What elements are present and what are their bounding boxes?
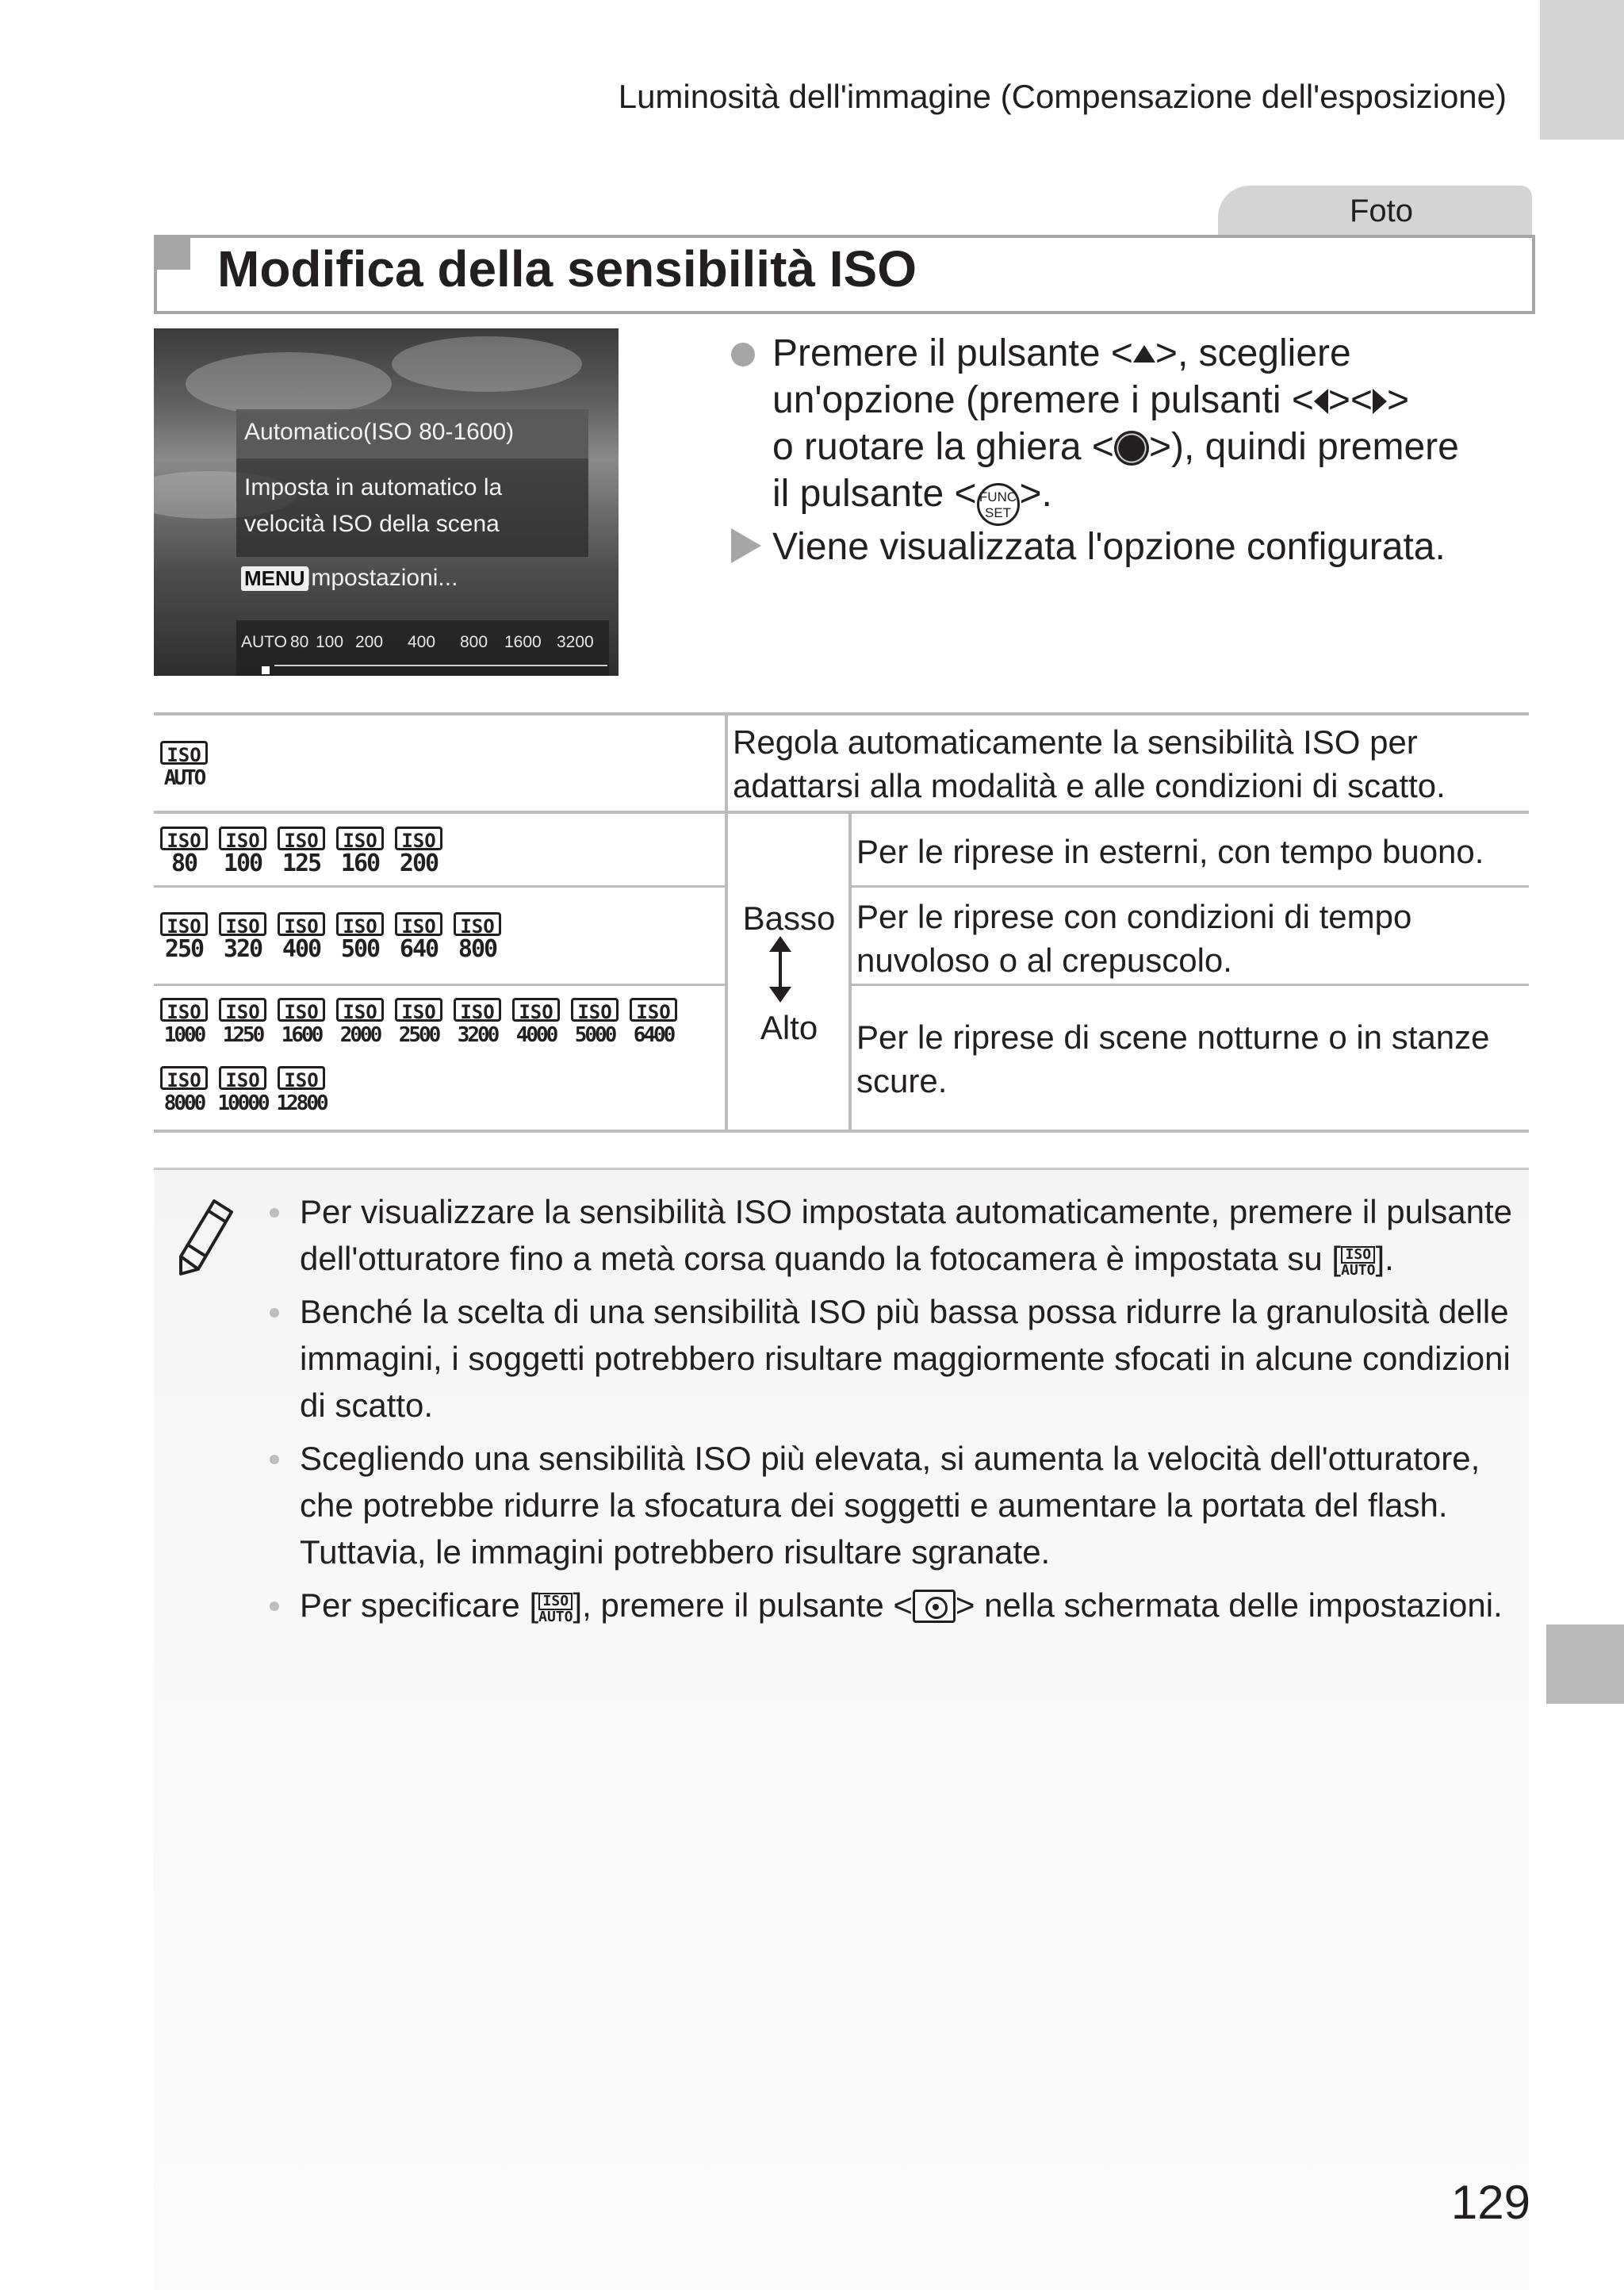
instr-text: >< — [1327, 379, 1373, 421]
menu-button-badge: MENU — [241, 566, 308, 591]
iso-icon: ISO 125 — [276, 827, 327, 877]
scale-label: 1600 — [504, 633, 542, 651]
note-text: Per specificare [ — [300, 1586, 539, 1624]
option-description-line1: Imposta in automatico la — [244, 474, 503, 501]
note-item — [262, 1582, 1530, 1628]
iso-icon: ISO 4000 — [511, 998, 561, 1049]
iso-icon: ISO 6400 — [628, 998, 679, 1049]
option-description-line2: velocità ISO della scena — [244, 511, 500, 537]
table-rule — [850, 984, 1529, 986]
iso-icon-row — [159, 912, 503, 963]
iso-icon: ISO 160 — [335, 827, 385, 877]
auto-description: Regola automaticamente la sensibilità ISO per adattarsi alla modalità e alle condizioni di scatto. — [733, 723, 1446, 804]
scale-label: 400 — [408, 633, 436, 651]
scale-label: AUTO — [241, 633, 287, 651]
scale-high-label: Alto — [760, 1009, 818, 1046]
iso-icon: ISO 250 — [159, 912, 209, 963]
row-3-description: Per le riprese di scene notturne o in stanze scure. — [856, 1018, 1490, 1099]
menu-settings-text: Impostazioni... — [304, 565, 458, 591]
note-text: Per visualizzare la sensibilità ISO impostata automaticamente, premere il pulsante dell'otturatore fino a metà corsa quando la fotocamera è impostata su [ — [300, 1193, 1513, 1277]
notes-divider — [154, 1168, 1529, 1170]
chapter-tab-marker — [1546, 1624, 1624, 1704]
iso-icon: ISO 400 — [276, 912, 327, 963]
table-rule — [850, 885, 1529, 888]
iso-icon: ISO 1600 — [276, 998, 327, 1049]
note-item — [262, 1188, 1530, 1282]
camera-screen-image — [154, 328, 619, 676]
iso-icon: ISO AUTO — [159, 741, 209, 792]
note-text: ], premere il pulsante < — [573, 1586, 913, 1624]
left-arrow-icon — [1314, 389, 1328, 414]
iso-icon: ISO 320 — [217, 912, 268, 963]
step-bullet-icon — [731, 343, 755, 366]
iso-icon: ISO 1000 — [159, 998, 209, 1049]
instr-text: o ruotare la ghiera < — [772, 426, 1114, 468]
scale-low-label: Basso — [742, 900, 836, 937]
iso-auto-icon-cell — [159, 741, 209, 792]
iso-scale-bar — [236, 620, 609, 676]
iso-icon: ISO AUTO — [538, 1593, 573, 1625]
iso-icon: ISO 5000 — [569, 998, 620, 1049]
row-1-description: Per le riprese in esterni, con tempo buono. — [856, 833, 1484, 870]
selected-option-text: Automatico(ISO 80-1600) — [244, 419, 515, 445]
camera-menu-panel — [236, 409, 588, 557]
row-2-description: Per le riprese con condizioni di tempo nuvoloso o al crepuscolo. — [856, 898, 1412, 979]
control-dial-icon — [1114, 431, 1149, 466]
note-text: > nella schermata delle impostazioni. — [955, 1586, 1503, 1624]
scale-label: 3200 — [557, 633, 594, 651]
table-rule — [154, 885, 726, 888]
instr-text: > — [1386, 379, 1409, 421]
table-divider — [848, 811, 852, 1133]
set-label: SET — [984, 505, 1012, 520]
func-label: FUNC — [979, 489, 1017, 504]
scale-cursor — [262, 666, 270, 674]
iso-icon-row — [159, 998, 679, 1049]
result-arrow-icon — [731, 528, 761, 563]
scale-label: 800 — [460, 633, 488, 651]
scale-line — [274, 665, 607, 666]
table-rule — [154, 712, 1529, 715]
instr-text: un'opzione (premere i pulsanti < — [772, 379, 1314, 421]
sky-cloud — [392, 336, 582, 392]
metering-icon — [913, 1590, 956, 1623]
instr-text: Premere il pulsante < — [772, 332, 1133, 374]
iso-icon: ISO 800 — [452, 912, 503, 963]
section-tab — [1218, 186, 1532, 236]
iso-icon: ISO 2500 — [393, 998, 444, 1049]
sky-cloud — [186, 352, 392, 416]
iso-icon: ISO 12800 — [276, 1066, 327, 1117]
iso-icon: ISO 8000 — [159, 1066, 209, 1117]
page-number: 129 — [1450, 2176, 1530, 2229]
iso-icon: ISO 10000 — [217, 1066, 268, 1117]
page-title: Modifica della sensibilità ISO — [217, 240, 917, 297]
iso-icon-row — [159, 827, 444, 877]
table-rule — [154, 811, 1529, 814]
up-down-arrow-icon — [779, 941, 782, 998]
step-result: Viene visualizzata l'opzione configurata. — [772, 526, 1446, 568]
up-arrow-icon — [1133, 345, 1155, 362]
iso-icon: ISO 500 — [335, 912, 385, 963]
running-head: Luminosità dell'immagine (Compensazione dell'esposizione) — [618, 78, 1507, 115]
iso-icon: ISO 100 — [217, 827, 268, 877]
iso-icon: ISO 1250 — [217, 998, 268, 1049]
iso-icon-row — [159, 1066, 327, 1117]
section-tab-label: Foto — [1349, 194, 1413, 228]
pencil-icon — [173, 1196, 236, 1279]
iso-icon: ISO 640 — [393, 912, 444, 963]
table-rule — [154, 1130, 1529, 1133]
notes-list — [262, 1188, 1530, 1635]
scale-label: 200 — [355, 633, 384, 651]
scale-label: 100 — [316, 633, 344, 651]
func-set-icon — [977, 483, 1020, 526]
note-text: ]. — [1375, 1240, 1394, 1277]
title-corner-decoration — [155, 235, 190, 270]
iso-icon: ISO 3200 — [452, 998, 503, 1049]
table-rule — [154, 984, 726, 986]
iso-icon: ISO 80 — [159, 827, 209, 877]
instr-text: >, scegliere — [1155, 332, 1351, 374]
iso-icon: ISO AUTO — [1341, 1246, 1376, 1279]
step-instruction — [772, 330, 1534, 526]
iso-icon: ISO 2000 — [335, 998, 385, 1049]
note-item: Benché la scelta di una sensibilità ISO più bassa possa ridurre la granulosità delle immagini, i soggetti potrebbero risultare maggiormente sfocati in alcune condizioni di scatto. — [262, 1288, 1530, 1429]
instr-text: >. — [1019, 473, 1052, 515]
note-item: Scegliendo una sensibilità ISO più elevata, si aumenta la velocità dell'otturatore, che potrebbe ridurre la sfocatura dei soggetti e aumentare la portata del flash. Tuttavia, le immagini potrebbero risultare sgranate. — [262, 1435, 1530, 1575]
scale-label: 80 — [290, 633, 309, 651]
iso-icon: ISO 200 — [393, 827, 444, 877]
side-tab-marker — [1540, 0, 1624, 140]
table-divider — [725, 712, 728, 1133]
instr-text: >), quindi premere — [1148, 426, 1459, 468]
right-arrow-icon — [1373, 389, 1387, 414]
instr-text: il pulsante < — [772, 473, 977, 515]
